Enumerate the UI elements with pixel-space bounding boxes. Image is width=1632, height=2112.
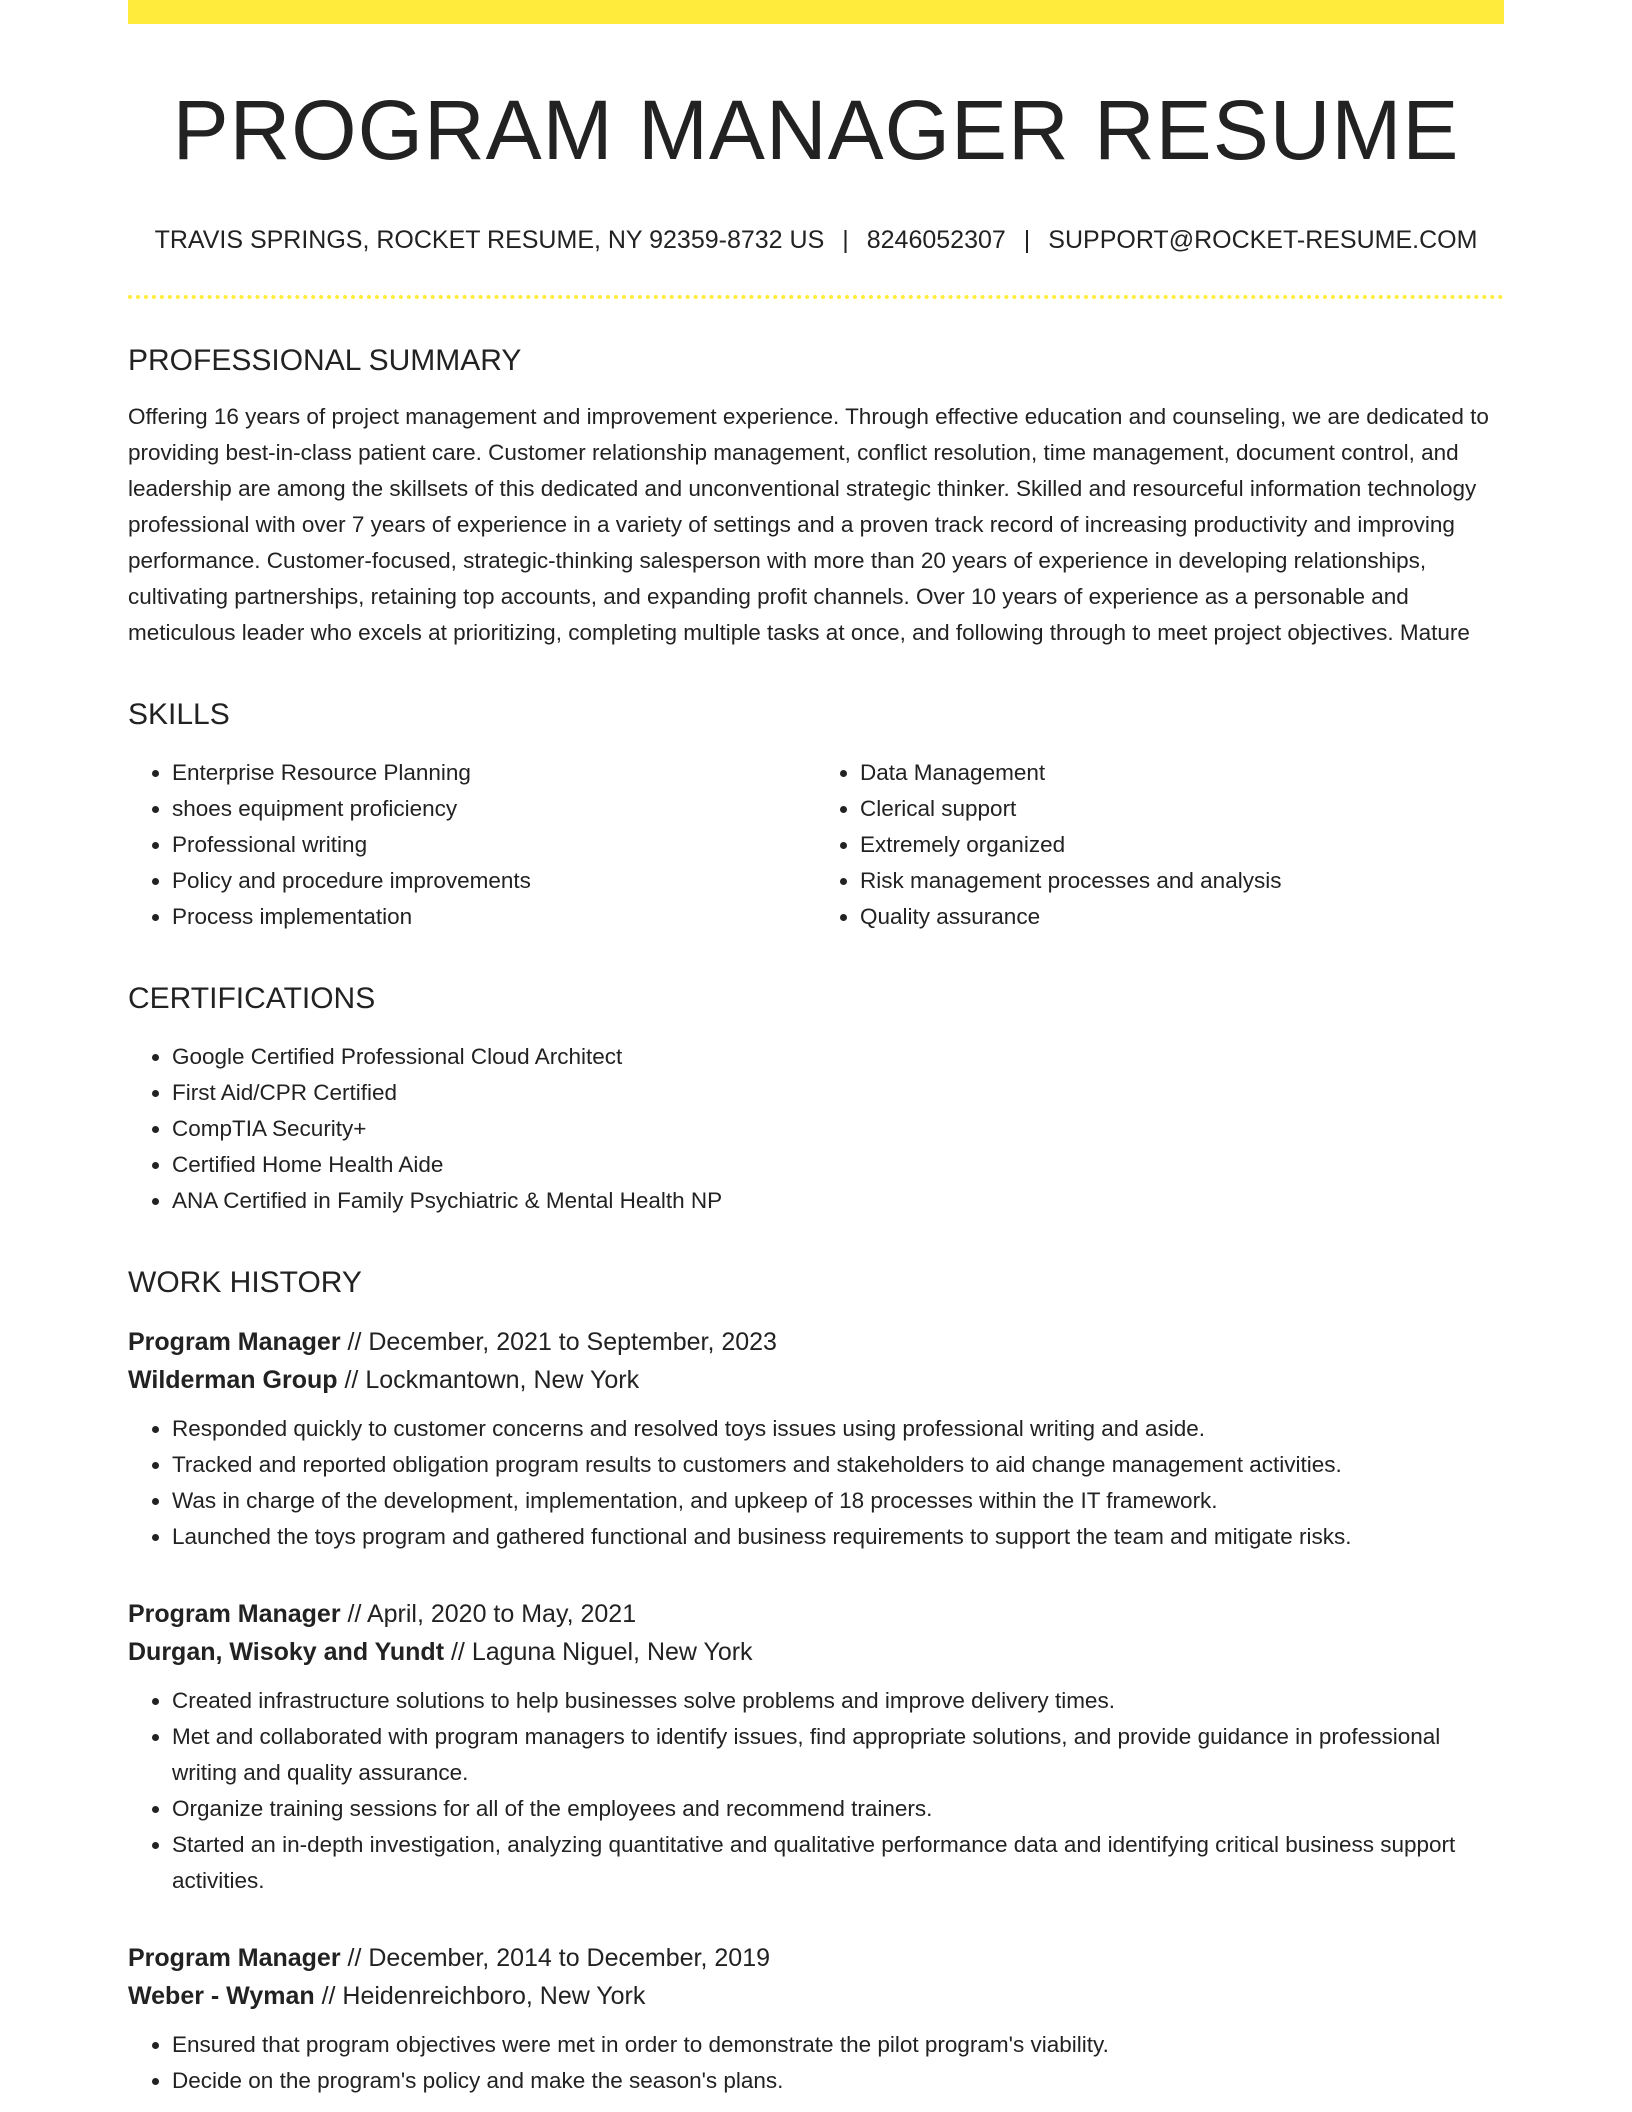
job-title-line: [128, 1323, 1504, 1361]
contact-phone: 8246052307: [866, 225, 1006, 254]
contact-address: TRAVIS SPRINGS, ROCKET RESUME, NY 92359-8732 US: [154, 225, 825, 254]
certifications-heading: CERTIFICATIONS: [128, 981, 376, 1015]
job-separator: //: [340, 1327, 369, 1356]
job-bullet: • Started an in-depth investigation, analyzing quantitative and qualitative performance data and identifying critical business support activities.: [172, 1827, 1504, 1899]
job-separator: //: [340, 1943, 369, 1972]
job-bullet: • Created infrastructure solutions to help businesses solve problems and improve delivery times.: [172, 1683, 1504, 1719]
job-company-line: [128, 1633, 1504, 1671]
job-bullets: [128, 2027, 1504, 2099]
job-separator: //: [314, 1981, 343, 2010]
skill-item: • Data Management: [860, 755, 1504, 791]
job-location: Laguna Niguel, New York: [471, 1637, 753, 1666]
contact-email: SUPPORT@ROCKET-RESUME.COM: [1048, 225, 1478, 254]
job-location: Heidenreichboro, New York: [342, 1981, 646, 2010]
job-bullet: • Decide on the program's policy and make the season's plans.: [172, 2063, 1504, 2099]
job-title: Program Manager: [128, 1327, 341, 1356]
job-separator: //: [337, 1365, 366, 1394]
certifications-list: [128, 1039, 1504, 1219]
page-title: PROGRAM MANAGER RESUME: [172, 83, 1460, 177]
job-bullet: • Organize training sessions for all of the employees and recommend trainers.: [172, 1791, 1504, 1827]
top-accent-bar: [128, 0, 1504, 24]
job-title: Program Manager: [128, 1599, 341, 1628]
job-company: Weber - Wyman: [128, 1981, 315, 2010]
certification-item: • ANA Certified in Family Psychiatric & Mental Health NP: [172, 1183, 1504, 1219]
job-dates: April, 2020 to May, 2021: [366, 1599, 637, 1628]
skill-item: • Policy and procedure improvements: [172, 863, 816, 899]
contact-separator: |: [842, 225, 849, 254]
job-title-line: [128, 1939, 1504, 1977]
job-bullets: [128, 1411, 1504, 1555]
skill-item: • Process implementation: [172, 899, 816, 935]
job-dates: December, 2021 to September, 2023: [368, 1327, 777, 1356]
job-bullet: • Tracked and reported obligation program results to customers and stakeholders to aid change management activities.: [172, 1447, 1504, 1483]
job-bullet: • Responded quickly to customer concerns and resolved toys issues using professional writing and aside.: [172, 1411, 1504, 1447]
dotted-divider: [128, 295, 1504, 299]
certification-item: • CompTIA Security+: [172, 1111, 1504, 1147]
job-company-line: [128, 1977, 1504, 2015]
job-bullet: • Launched the toys program and gathered functional and business requirements to support the team and mitigate risks.: [172, 1519, 1504, 1555]
job-location: Lockmantown, New York: [365, 1365, 640, 1394]
job-company: Durgan, Wisoky and Yundt: [128, 1637, 445, 1666]
skill-item: • Risk management processes and analysis: [860, 863, 1504, 899]
skill-item: • Professional writing: [172, 827, 816, 863]
job-entry: [128, 1595, 1504, 1899]
job-dates: December, 2014 to December, 2019: [368, 1943, 770, 1972]
certification-item: • Google Certified Professional Cloud Architect: [172, 1039, 1504, 1075]
skills-list-left: [128, 755, 816, 935]
job-bullet: • Was in charge of the development, implementation, and upkeep of 18 processes within the IT framework.: [172, 1483, 1504, 1519]
job-company: Wilderman Group: [128, 1365, 338, 1394]
skill-item: • Enterprise Resource Planning: [172, 755, 816, 791]
contact-line: [128, 225, 1504, 255]
job-entry: [128, 1323, 1504, 1555]
job-bullet: • Ensured that program objectives were met in order to demonstrate the pilot program's viability.: [172, 2027, 1504, 2063]
job-separator: //: [340, 1599, 367, 1628]
summary-heading: PROFESSIONAL SUMMARY: [128, 343, 522, 377]
skills-heading: SKILLS: [128, 697, 230, 731]
skills-grid: [128, 755, 1504, 935]
certification-item: • First Aid/CPR Certified: [172, 1075, 1504, 1111]
contact-separator: |: [1023, 225, 1031, 254]
job-separator: //: [444, 1637, 472, 1666]
skills-list-right: [816, 755, 1504, 935]
skill-item: • Quality assurance: [860, 899, 1504, 935]
job-title-line: [128, 1595, 1504, 1633]
job-title: Program Manager: [128, 1943, 341, 1972]
summary-text: Offering 16 years of project management and improvement experience. Through effective education and counseling, we are dedicated to providing best-in-class patient care. Customer relationship management, conflict resolution, time management, document control, and leadership are among the skillsets of this dedicated and unconventional strategic thinker. Skilled and resourceful information technology professional with over 7 years of experience in a variety of settings and a proven track record of increasing productivity and improving performance. Customer-focused, strategic-thinking salesperson with more than 20 years of experience in developing relationships, cultivating partnerships, retaining top accounts, and expanding profit channels. Over 10 years of experience as a personable and meticulous leader who excels at prioritizing, completing multiple tasks at once, and following through to meet project objectives. Mature: [128, 403, 1489, 645]
skill-item: • Clerical support: [860, 791, 1504, 827]
job-bullets: [128, 1683, 1504, 1899]
job-entry: [128, 1939, 1504, 2099]
skill-item: • Extremely organized: [860, 827, 1504, 863]
work-history-heading: WORK HISTORY: [128, 1265, 362, 1299]
resume-page: [128, 0, 1504, 2099]
job-bullet: • Met and collaborated with program managers to identify issues, find appropriate solutions, and provide guidance in professional writing and quality assurance.: [172, 1719, 1504, 1791]
skill-item: • shoes equipment proficiency: [172, 791, 816, 827]
certification-item: • Certified Home Health Aide: [172, 1147, 1504, 1183]
job-company-line: [128, 1361, 1504, 1399]
